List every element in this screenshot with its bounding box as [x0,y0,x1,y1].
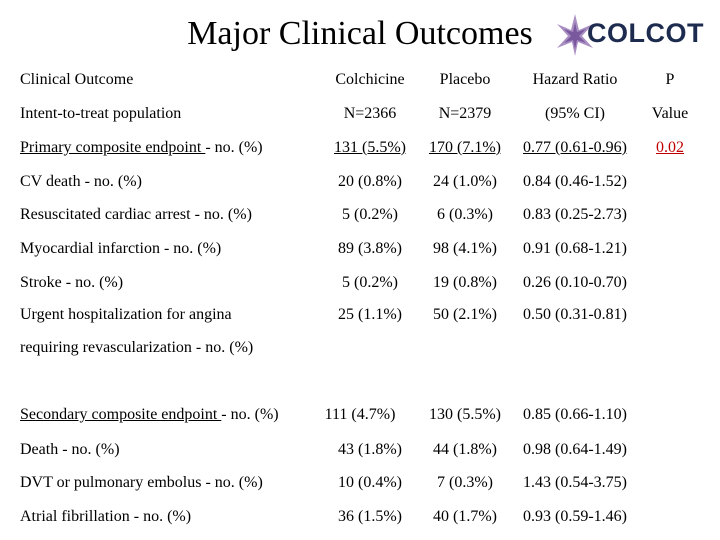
colchicine-value: 25 (1.1%) [338,306,402,323]
header-hazard-ratio: Hazard Ratio [532,71,618,88]
outcome-label: Atrial fibrillation - no. (%) [20,508,192,525]
placebo-value: 98 (4.1%) [433,240,497,257]
hazard-ratio-value: 0.98 (0.64-1.49) [523,441,627,458]
colchicine-value: 10 (0.4%) [338,474,402,491]
placebo-value: 44 (1.8%) [433,441,497,458]
hazard-ratio-value: 0.85 (0.66-1.10) [523,406,627,423]
hazard-ratio-value: 0.83 (0.25-2.73) [523,206,627,223]
hazard-ratio-value: 0.26 (0.10-0.70) [523,274,627,291]
outcome-label [20,406,279,424]
colchicine-value: 5 (0.2%) [342,206,398,223]
placebo-value: 19 (0.8%) [433,274,497,291]
colchicine-value: 111 (4.7%) [324,406,396,423]
placebo-value: 130 (5.5%) [429,406,501,423]
header-colchicine-n: N=2366 [343,105,397,122]
outcome-label: DVT or pulmonary embolus - no. (%) [20,474,263,491]
colchicine-value: 89 (3.8%) [338,240,402,257]
hazard-ratio-value: 0.91 (0.68-1.21) [523,240,627,257]
outcome-label: Stroke - no. (%) [20,274,124,291]
header-p: P [665,71,675,88]
outcome-label [20,139,263,157]
colchicine-value: 43 (1.8%) [338,441,402,458]
hazard-ratio-value: 1.43 (0.54-3.75) [523,474,627,491]
placebo-value: 50 (2.1%) [433,306,497,323]
placebo-value: 6 (0.3%) [437,206,493,223]
placebo-value: 24 (1.0%) [433,173,497,190]
header-ci: (95% CI) [545,105,605,122]
outcome-label: Resuscitated cardiac arrest - no. (%) [20,206,252,223]
placebo-value: 170 (7.1%) [429,139,501,156]
colchicine-value: 5 (0.2%) [342,274,398,291]
outcome-label-underlined: Primary composite endpoint [20,139,206,156]
hazard-ratio-value: 0.77 (0.61-0.96) [523,139,627,156]
placebo-value: 7 (0.3%) [437,474,493,491]
outcome-label: Death - no. (%) [20,441,120,458]
outcome-label-line2: requiring revascularization - no. (%) [20,339,254,356]
header-population: Intent-to-treat population [20,105,182,122]
header-value: Value [651,105,689,122]
colchicine-value: 36 (1.5%) [338,508,402,525]
hazard-ratio-value: 0.84 (0.46-1.52) [523,173,627,190]
header-placebo: Placebo [439,71,491,88]
p-value: 0.02 [656,139,684,156]
outcome-label-rest: - no. (%) [221,406,279,423]
placebo-value: 40 (1.7%) [433,508,497,525]
page-title: Major Clinical Outcomes [187,15,533,52]
header-colchicine: Colchicine [335,71,405,88]
hazard-ratio-value: 0.93 (0.59-1.46) [523,508,627,525]
outcome-label-rest: - no. (%) [205,139,263,156]
outcome-label-underlined: Secondary composite endpoint [20,406,222,423]
outcome-label: Urgent hospitalization for angina [20,306,232,323]
logo-text: COLCOT [587,18,704,48]
header-placebo-n: N=2379 [438,105,492,122]
colcot-logo [555,10,715,62]
colchicine-value: 131 (5.5%) [334,139,406,156]
colchicine-value: 20 (0.8%) [338,173,402,190]
header-outcome: Clinical Outcome [20,71,134,88]
outcome-label: Myocardial infarction - no. (%) [20,240,222,257]
outcome-label: CV death - no. (%) [20,173,142,190]
hazard-ratio-value: 0.50 (0.31-0.81) [523,306,627,323]
